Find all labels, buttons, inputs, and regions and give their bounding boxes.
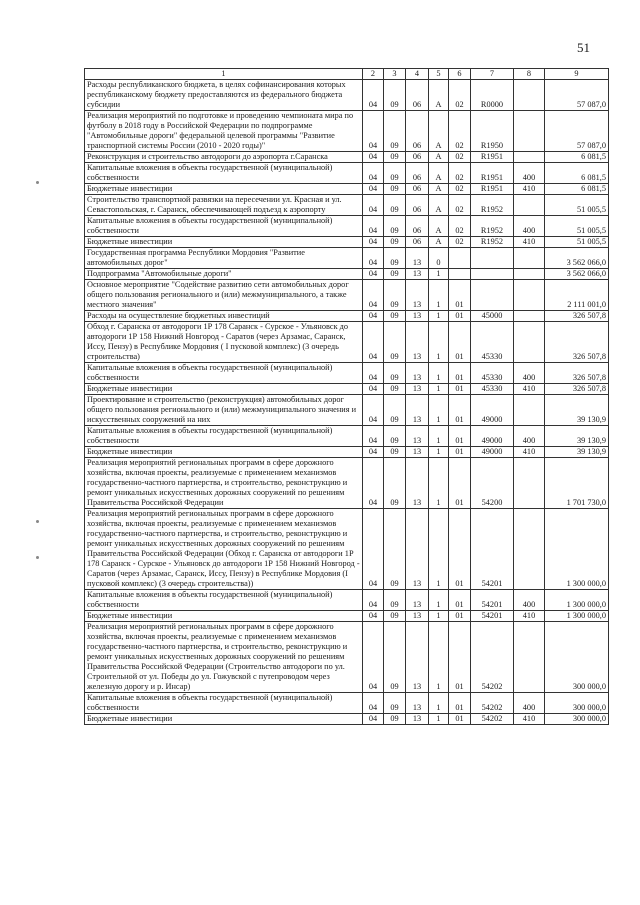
amount: 326 507,8 [545,322,609,363]
code-measure: 01 [449,395,471,426]
code-program: 06 [406,80,429,111]
code-section: 04 [363,363,384,384]
code-direction: 54200 [471,458,514,509]
code-section: 04 [363,395,384,426]
code-subsection: 09 [384,590,406,611]
table-row [85,280,609,311]
code-section: 04 [363,509,384,590]
code-measure: 01 [449,426,471,447]
code-expense-type [514,395,545,426]
code-program: 06 [406,216,429,237]
amount: 57 087,0 [545,111,609,152]
table-row [85,384,609,395]
code-direction: 49000 [471,426,514,447]
code-direction: R1952 [471,237,514,248]
edge-mark [36,181,39,184]
item-name: Реализация мероприятий региональных программ в сфере дорожного хозяйства, включая проекты, реализуемые с применением механизмов государственно-частного партнерства, и строительство, реконструкцию и ремонт уникальных искусственных дорожных сооружений по решениям Правительства Российской Федерации (Обход г. Саранска от автодороги 1Р 178 Саранск - Сурское - Ульяновск до автодороги 1Р 158 Нижний Новгород - Саратов (через Арзамас, Саранск, Исcу, Пензу) в Республике Мордовия (I пусковой комплекс) (3 очередь строительства)) [85,509,363,590]
code-program: 13 [406,622,429,693]
amount: 1 300 000,0 [545,509,609,590]
code-subprogram: 1 [429,395,449,426]
code-section: 04 [363,163,384,184]
table-row [85,622,609,693]
code-expense-type: 410 [514,384,545,395]
code-subprogram: А [429,152,449,163]
amount: 300 000,0 [545,714,609,725]
table-row [85,163,609,184]
code-section: 04 [363,184,384,195]
code-measure: 01 [449,311,471,322]
code-subsection: 09 [384,363,406,384]
column-header: 9 [545,69,609,80]
code-program: 13 [406,714,429,725]
code-direction: R0000 [471,80,514,111]
code-section: 04 [363,237,384,248]
code-direction: 45000 [471,311,514,322]
table-row [85,426,609,447]
code-subsection: 09 [384,611,406,622]
code-direction: R1952 [471,195,514,216]
code-direction: 45330 [471,363,514,384]
code-expense-type: 400 [514,216,545,237]
code-section: 04 [363,111,384,152]
item-name: Расходы республиканского бюджета, в целях софинансирования которых республиканскому бюджету предоставляются из федерального бюджета субсидии [85,80,363,111]
code-measure: 01 [449,590,471,611]
code-section: 04 [363,622,384,693]
code-program: 13 [406,384,429,395]
table-row [85,714,609,725]
budget-table [84,68,609,725]
table-row [85,395,609,426]
code-subsection: 09 [384,426,406,447]
column-header: 8 [514,69,545,80]
code-subsection: 09 [384,384,406,395]
code-program: 13 [406,269,429,280]
code-measure [449,269,471,280]
code-program: 13 [406,426,429,447]
code-subprogram: 1 [429,280,449,311]
item-name: Капитальные вложения в объекты государственной (муниципальной) собственности [85,363,363,384]
table-row [85,216,609,237]
item-name: Бюджетные инвестиции [85,447,363,458]
header-row [85,69,609,80]
code-section: 04 [363,384,384,395]
code-subsection: 09 [384,152,406,163]
code-section: 04 [363,152,384,163]
column-header: 3 [384,69,406,80]
code-expense-type [514,458,545,509]
code-section: 04 [363,458,384,509]
code-section: 04 [363,693,384,714]
code-program: 06 [406,195,429,216]
code-section: 04 [363,426,384,447]
code-section: 04 [363,311,384,322]
table-row [85,611,609,622]
code-section: 04 [363,590,384,611]
code-subprogram: 1 [429,447,449,458]
amount: 300 000,0 [545,622,609,693]
code-expense-type: 410 [514,714,545,725]
code-direction: R1952 [471,216,514,237]
code-program: 13 [406,447,429,458]
code-section: 04 [363,248,384,269]
amount: 1 300 000,0 [545,611,609,622]
code-direction: R1950 [471,111,514,152]
amount: 6 081,5 [545,184,609,195]
code-subprogram: 1 [429,311,449,322]
code-expense-type [514,311,545,322]
code-subprogram: 1 [429,384,449,395]
amount: 1 300 000,0 [545,590,609,611]
code-expense-type: 410 [514,184,545,195]
item-name: Обход г. Саранска от автодороги 1Р 178 Саранск - Сурское - Ульяновск до автодороги 1Р 158 Нижний Новгород - Саратов (через Арзамас, Саранск, Исcу, Пензу) в Республике Мордовия ( I пусковой комплекс) (3 очередь строительства) [85,322,363,363]
code-subsection: 09 [384,269,406,280]
page-number: 51 [577,40,590,55]
code-section: 04 [363,195,384,216]
code-subprogram: 1 [429,590,449,611]
table-row [85,195,609,216]
code-measure: 01 [449,447,471,458]
code-expense-type [514,509,545,590]
item-name: Основное мероприятие "Содействие развитию сети автомобильных дорог общего пользования регионального и (или) межмуниципального, а также местного значения" [85,280,363,311]
column-header: 6 [449,69,471,80]
code-expense-type: 400 [514,693,545,714]
item-name: Капитальные вложения в объекты государственной (муниципальной) собственности [85,590,363,611]
code-subsection: 09 [384,395,406,426]
code-program: 13 [406,280,429,311]
item-name: Капитальные вложения в объекты государственной (муниципальной) собственности [85,693,363,714]
column-header: 5 [429,69,449,80]
code-program: 13 [406,611,429,622]
amount: 326 507,8 [545,311,609,322]
code-expense-type: 400 [514,363,545,384]
amount: 39 130,9 [545,447,609,458]
amount: 326 507,8 [545,384,609,395]
table-body [85,80,609,725]
code-subprogram: А [429,237,449,248]
code-expense-type [514,111,545,152]
code-direction: 54202 [471,622,514,693]
code-measure: 01 [449,622,471,693]
amount: 3 562 066,0 [545,269,609,280]
code-direction: R1951 [471,184,514,195]
code-program: 13 [406,509,429,590]
code-measure: 01 [449,714,471,725]
code-subsection: 09 [384,311,406,322]
code-subsection: 09 [384,163,406,184]
code-program: 13 [406,395,429,426]
code-program: 06 [406,163,429,184]
code-direction: 49000 [471,447,514,458]
code-direction: 45330 [471,384,514,395]
code-direction [471,248,514,269]
code-expense-type [514,152,545,163]
code-program: 13 [406,248,429,269]
code-expense-type [514,269,545,280]
code-subsection: 09 [384,458,406,509]
code-section: 04 [363,269,384,280]
amount: 51 005,5 [545,195,609,216]
code-expense-type: 410 [514,237,545,248]
item-name: Реализация мероприятий региональных программ в сфере дорожного хозяйства, включая проекты, реализуемые с применением механизмов государственно-частного партнерства, и строительство, реконструкцию и ремонт уникальных искусственных дорожных сооружений по решениям Правительства Российской Федерации [85,458,363,509]
item-name: Реализация мероприятий по подготовке и проведению чемпионата мира по футболу в 2018 году в Российской Федерации по подпрограмме "Автомобильные дороги" федеральной целевой программы "Развитие транспортной системы России (2010 - 2020 годы)" [85,111,363,152]
code-section: 04 [363,322,384,363]
code-section: 04 [363,80,384,111]
code-subsection: 09 [384,80,406,111]
code-subprogram: А [429,111,449,152]
code-section: 04 [363,611,384,622]
table-row [85,80,609,111]
code-direction: 54201 [471,611,514,622]
code-measure: 02 [449,195,471,216]
code-direction: 54202 [471,693,514,714]
code-measure: 01 [449,509,471,590]
code-direction: 54201 [471,590,514,611]
code-subsection: 09 [384,195,406,216]
code-expense-type: 400 [514,163,545,184]
table-row [85,311,609,322]
table-row [85,152,609,163]
table-row [85,322,609,363]
table-row [85,458,609,509]
code-measure: 02 [449,111,471,152]
table-row [85,184,609,195]
code-section: 04 [363,216,384,237]
code-program: 13 [406,590,429,611]
item-name: Бюджетные инвестиции [85,384,363,395]
code-direction: R1951 [471,163,514,184]
code-expense-type [514,195,545,216]
code-subprogram: А [429,216,449,237]
code-subsection: 09 [384,248,406,269]
amount: 6 081,5 [545,152,609,163]
amount: 51 005,5 [545,216,609,237]
column-header: 2 [363,69,384,80]
code-program: 06 [406,111,429,152]
code-subprogram: 1 [429,458,449,509]
edge-mark [36,556,39,559]
table-row [85,248,609,269]
code-measure: 01 [449,458,471,509]
code-expense-type: 400 [514,426,545,447]
code-subprogram: А [429,195,449,216]
table-row [85,111,609,152]
code-subsection: 09 [384,622,406,693]
code-direction: 49000 [471,395,514,426]
item-name: Реконструкция и строительство автодороги до аэропорта г.Саранска [85,152,363,163]
code-program: 13 [406,311,429,322]
code-program: 06 [406,184,429,195]
code-subsection: 09 [384,509,406,590]
code-measure: 01 [449,693,471,714]
code-subprogram: 1 [429,693,449,714]
table-row [85,269,609,280]
code-expense-type: 410 [514,611,545,622]
code-subsection: 09 [384,111,406,152]
code-program: 13 [406,458,429,509]
code-subsection: 09 [384,280,406,311]
code-measure: 02 [449,184,471,195]
code-subprogram: 1 [429,611,449,622]
code-subprogram: 1 [429,269,449,280]
code-measure: 02 [449,163,471,184]
item-name: Бюджетные инвестиции [85,714,363,725]
code-subsection: 09 [384,216,406,237]
code-measure: 02 [449,237,471,248]
code-expense-type [514,322,545,363]
table-row [85,693,609,714]
code-subprogram: А [429,80,449,111]
amount: 51 005,5 [545,237,609,248]
code-subprogram: 1 [429,426,449,447]
code-expense-type [514,280,545,311]
code-subprogram: 1 [429,509,449,590]
table-row [85,447,609,458]
code-program: 06 [406,152,429,163]
item-name: Проектирование и строительство (реконструкция) автомобильных дорог общего пользования регионального и (или) межмуниципального значения и искусственных сооружений на них [85,395,363,426]
code-subprogram: А [429,184,449,195]
code-subprogram: 1 [429,622,449,693]
amount: 39 130,9 [545,426,609,447]
code-measure [449,248,471,269]
item-name: Расходы на осуществление бюджетных инвестиций [85,311,363,322]
code-program: 13 [406,363,429,384]
code-measure: 02 [449,80,471,111]
code-direction: 54202 [471,714,514,725]
code-subsection: 09 [384,237,406,248]
code-section: 04 [363,280,384,311]
amount: 1 701 730,0 [545,458,609,509]
code-expense-type [514,622,545,693]
item-name: Капитальные вложения в объекты государственной (муниципальной) собственности [85,163,363,184]
item-name: Бюджетные инвестиции [85,184,363,195]
item-name: Капитальные вложения в объекты государственной (муниципальной) собственности [85,426,363,447]
item-name: Бюджетные инвестиции [85,611,363,622]
code-direction [471,280,514,311]
table-row [85,509,609,590]
edge-mark [36,520,39,523]
code-expense-type [514,80,545,111]
code-direction: 45330 [471,322,514,363]
code-subsection: 09 [384,693,406,714]
code-subprogram: А [429,163,449,184]
item-name: Государственная программа Республики Мордовия "Развитие автомобильных дорог" [85,248,363,269]
column-header: 1 [85,69,363,80]
code-measure: 02 [449,152,471,163]
code-expense-type: 410 [514,447,545,458]
code-program: 13 [406,322,429,363]
code-measure: 02 [449,216,471,237]
code-measure: 01 [449,384,471,395]
code-direction: 54201 [471,509,514,590]
code-subprogram: 1 [429,714,449,725]
code-expense-type [514,248,545,269]
amount: 6 081,5 [545,163,609,184]
code-measure: 01 [449,280,471,311]
code-subsection: 09 [384,322,406,363]
code-measure: 01 [449,611,471,622]
table-row [85,237,609,248]
table-row [85,363,609,384]
column-header: 7 [471,69,514,80]
code-section: 04 [363,447,384,458]
code-subprogram: 1 [429,363,449,384]
item-name: Бюджетные инвестиции [85,237,363,248]
code-section: 04 [363,714,384,725]
item-name: Строительство транспортной развязки на пересечении ул. Красная и ул. Севастопольская, г. Саранск, обеспечивающей подъезд к аэропорту [85,195,363,216]
item-name: Капитальные вложения в объекты государственной (муниципальной) собственности [85,216,363,237]
code-expense-type: 400 [514,590,545,611]
amount: 326 507,8 [545,363,609,384]
code-program: 13 [406,693,429,714]
code-subsection: 09 [384,447,406,458]
code-subprogram: 1 [429,322,449,363]
code-direction: R1951 [471,152,514,163]
amount: 2 111 001,0 [545,280,609,311]
code-program: 06 [406,237,429,248]
code-subsection: 09 [384,714,406,725]
amount: 57 087,0 [545,80,609,111]
code-subsection: 09 [384,184,406,195]
code-subprogram: 0 [429,248,449,269]
item-name: Подпрограмма "Автомобильные дороги" [85,269,363,280]
code-measure: 01 [449,363,471,384]
code-measure: 01 [449,322,471,363]
code-direction [471,269,514,280]
item-name: Реализация мероприятий региональных программ в сфере дорожного хозяйства, включая проекты, реализуемые с применением механизмов государственно-частного партнерства, и строительство, реконструкцию и ремонт уникальных искусственных дорожных сооружений по решениям Правительства Российской Федерации (Строительство автодороги по ул. Строительной от ул. Победы до ул. Гожувской с путепроводом через железную дорогу и р. Инсар) [85,622,363,693]
amount: 300 000,0 [545,693,609,714]
amount: 39 130,9 [545,395,609,426]
amount: 3 562 066,0 [545,248,609,269]
column-header: 4 [406,69,429,80]
table-row [85,590,609,611]
